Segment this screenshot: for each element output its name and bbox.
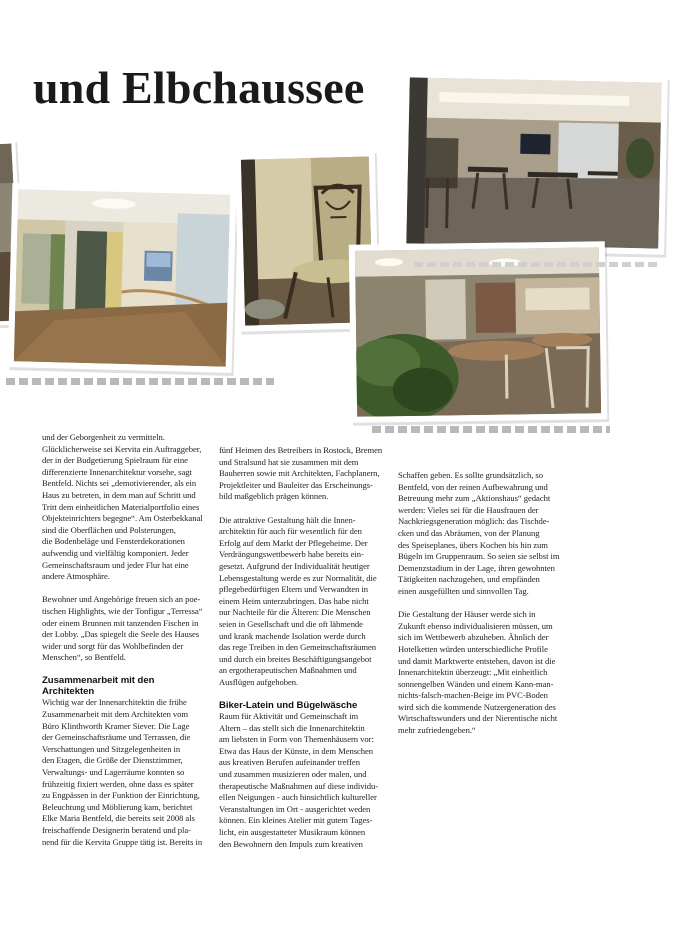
col2-subheading: Biker-Latein und Bügelwäsche: [219, 700, 358, 712]
photo-dash-right: [372, 426, 610, 433]
col3-paragraph-2: Die Gestaltung der Häuser werde sich in Zukunft ebenso individualisieren müssen, um sich im Wettbewerb abzuheben. Ähnlich der Hotelketten würden unterschiedliche Profile und damit Marktwerte entstehen, davon ist die Innenarchitektin überzeugt: „Mit einheitlich sonnengelben Wänden und einem Kann-man- nichts-falsch-machen-Beige im PVC-Boden wird sich die kommende Nutzergeneration des Wirtschaftswunders und der Nierentische nicht mehr zufriedengeben.“: [398, 609, 558, 736]
photo-dash-left: [6, 378, 274, 385]
text-column-1: [42, 432, 226, 860]
text-column-3: [398, 470, 580, 748]
text-column-2: [219, 445, 401, 862]
col2-paragraph-1: fünf Heimen des Betreibers in Rostock, Bremen und Stralsund hat sie zusammen mit dem Bauherren sowie mit Architekten, Fachplanern, Projektleiter und Bauleiter das Erscheinungs- bild maßgeblich prägen können.: [219, 445, 383, 502]
kitchen-dining-photo: [349, 241, 607, 423]
col1-subheading: Zusammenarbeit mit den Architekten: [42, 675, 155, 698]
col3-paragraph-1: Schaffen geben. Es sollte grundsätzlich, so Bentfeld, von der reinen Aufbewahrung und Betreuung mehr zum „Aktionshaus“ gedacht werden: Vieles sei für die Hausfrauen der Nachkriegsgeneration möglich: das Tischde- cken und das Abräumen, von der Planung des Speiseplanes, übers Kochen bis hin zum Bügeln im Gruppenraum. So seien sie selbst im Demenzstadium in der Lage, ihren gewohnten Tätigkeiten nachzugehen, und empfänden einen ausgefüllten und sinnvollen Tag.: [398, 470, 560, 596]
headline: und Elbchaussee: [33, 62, 365, 113]
col1-paragraph-3: Wichtig war der Innenarchitektin die frühe Zusammenarbeit mit dem Architekten vom Büro Klinthworth Kramer Siever. Die Lage der Gemeinschaftsräume und Terrassen, die Verschattungen und Sitzgelegenheiten in den Etagen, die Größe der Dienstzimmer, Verwaltungs- und Lagerräume konnten so frühzeitig fixiert werden, ohne dass es später zu Engpässen in der Funktion der Einrichtung, Beleuchtung und Möblierung kam, berichtet Elke Maria Bentfeld, die bereits seit 2008 als freischaffende Designerin beratend und pla- nend für die Kervita Gruppe tätig ist. Bereits in: [42, 697, 203, 847]
corridor-photo: [8, 183, 237, 373]
photo-dash-top: [414, 262, 660, 267]
col2-paragraph-3: Raum für Aktivität und Gemeinschaft im Altern – das stellt sich die Innenarchitektin am liebsten in Form von Themenhäusern vor: Etwa das Haus der Künste, in dem Menschen aus kreativen Berufen aufeinander treffen und zusammen musizieren oder malen, und therapeutische Maßnahmen auf diese individu- ellen Neigungen - auch hinsichtlich kultureller Veranstaltungen im Ort - ausgerichtet weden können. Ein kleines Atelier mit gutem Tages- licht, ein ausgestatteter Musikraum können den Bewohnern den Impuls zum kreativen: [219, 711, 379, 849]
col1-paragraph-1: und der Geborgenheit zu vermitteln. Glücklicherweise sei Kervita ein Auftraggeber, der in der Budgetierung Spielraum für eine differenzierte Innenarchitektur vorsehe, sagt Bentfeld. Nichts sei „demotivierender, als ein Haus zu betreten, in dem man auf Schritt und Tritt dem einheitlichen Materialportfolio eines Objekteinrichters begegne“. Am Osterbekkanal sind die Oberflächen und Polsterungen, die Bodenbeläge und Fensterdekorationen aufwendig und vielfältig komponiert. Jeder Gemeinschaftsraum und jeder Flur hat eine andere Atmosphäre.: [42, 432, 203, 582]
col2-paragraph-2: Die attraktive Gestaltung hält die Innen- architektin für auch für wesentlich für den Erfolg auf dem Markt der Pflegeheime. Der Verdrängungswettbewerb habe bereits ein- gesetzt. Aufgrund der Individualität heutiger Lebensgestaltung werde es zur Normalität, die pflegebedürftigen Eltern und Verwandten in einem Heim unterzubringen. Das habe nicht nur Nachteile für die Älteren: Die Menschen seien in Gesellschaft und die oft lähmende und krank machende Isolation werde durch das rege Treiben in den Gemeinschaftsräumen und durch ein breites Beschäftigungsangebot an ergotherapeutischen Maßnahmen und Ausflügen aufgehoben.: [219, 514, 377, 687]
col1-paragraph-2: Bewohner und Angehörige freuen sich an poe- tischen Highlights, wie der Tonfigur „Terressa“ oder einem Brunnen mit tanzenden Fischen in der Lobby. „Das spiegelt die Seele des Hauses wider und sorgt für das Wohlbefinden der Menschen“, so Bentfeld.: [42, 594, 203, 663]
dining-hall-photo: [400, 71, 668, 254]
